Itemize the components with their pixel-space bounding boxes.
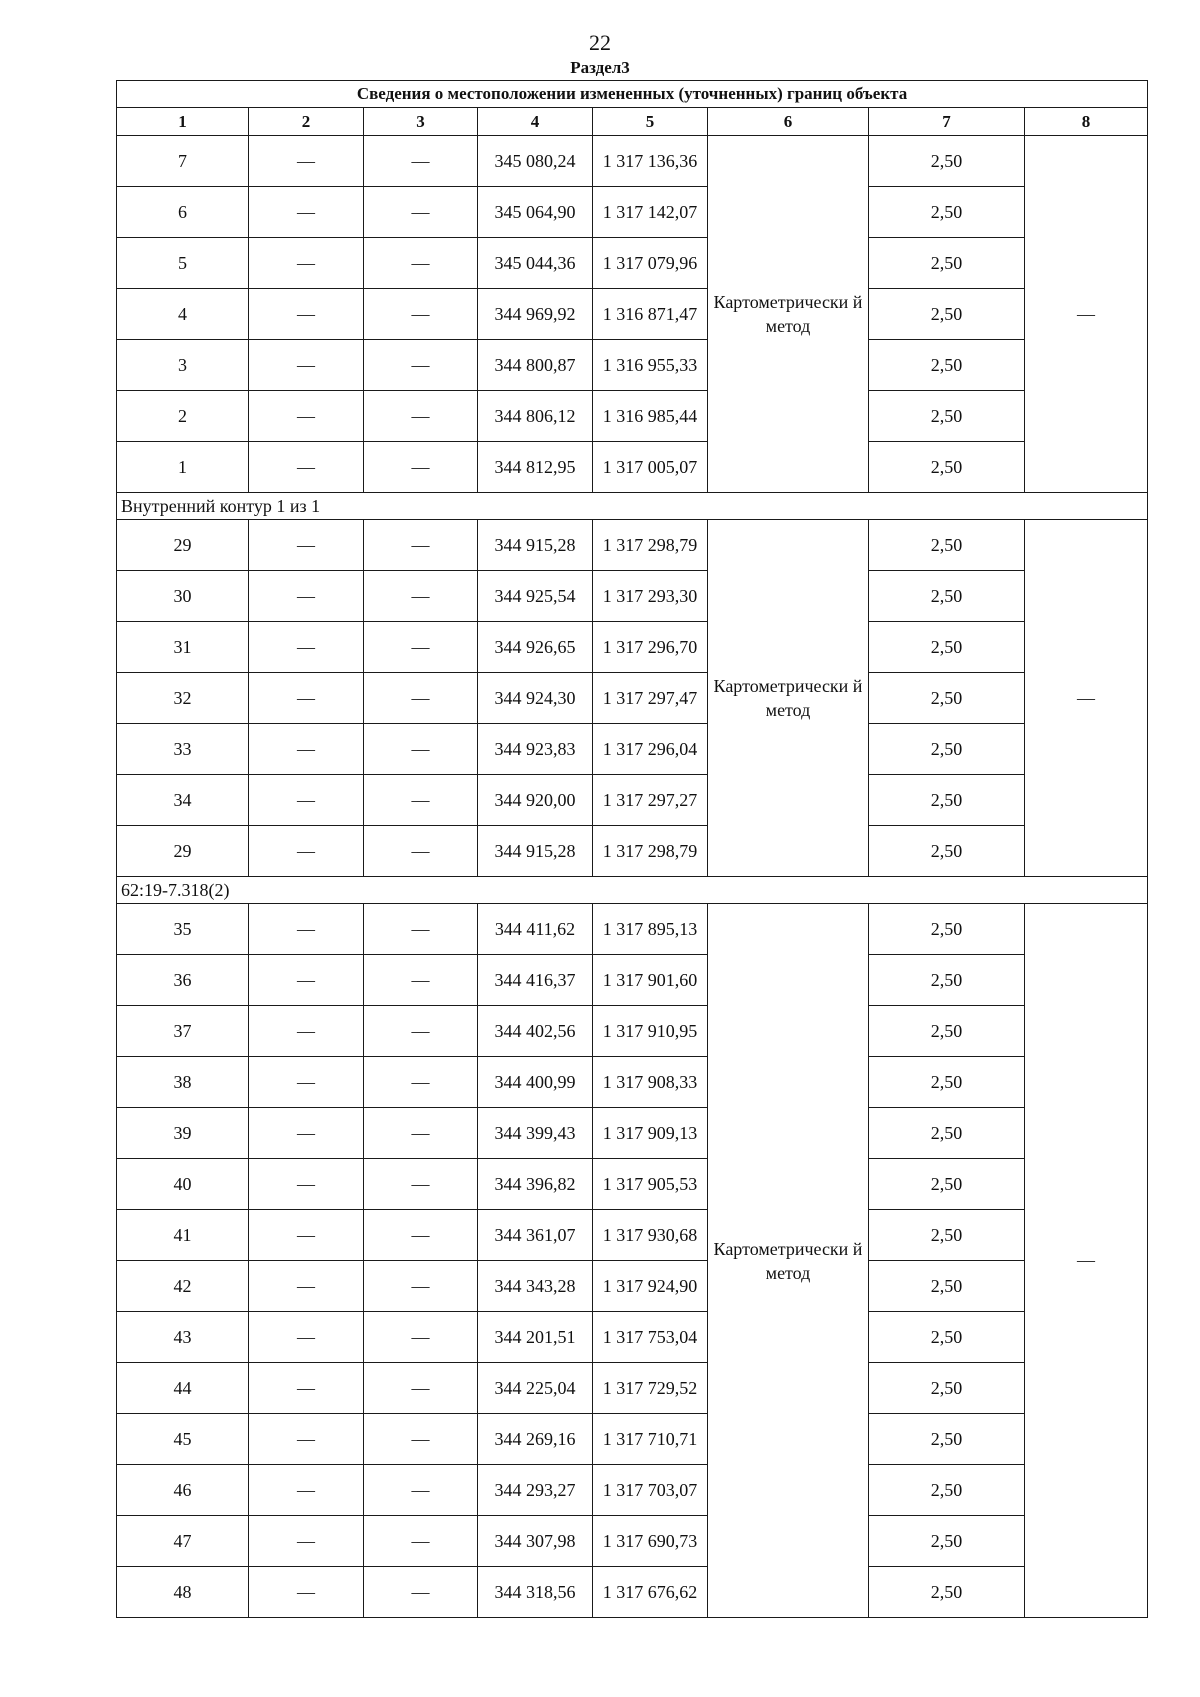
col2-value: — (249, 238, 364, 289)
x-coordinate: 344 399,43 (478, 1108, 593, 1159)
y-coordinate: 1 317 676,62 (593, 1567, 708, 1618)
table-row (117, 1567, 1148, 1618)
point-number: 40 (117, 1159, 249, 1210)
accuracy-value: 2,50 (869, 775, 1025, 826)
y-coordinate: 1 317 293,30 (593, 571, 708, 622)
point-number: 36 (117, 955, 249, 1006)
page-number: 22 (589, 30, 611, 55)
header-row (117, 108, 1148, 136)
x-coordinate: 344 269,16 (478, 1414, 593, 1465)
table-row (117, 1006, 1148, 1057)
col3-value: — (364, 1465, 478, 1516)
x-coordinate: 344 307,98 (478, 1516, 593, 1567)
column-header: 5 (593, 108, 708, 136)
y-coordinate: 1 316 985,44 (593, 391, 708, 442)
point-number: 35 (117, 904, 249, 955)
col2-value: — (249, 1516, 364, 1567)
col3-value: — (364, 136, 478, 187)
col2-value: — (249, 391, 364, 442)
point-number: 34 (117, 775, 249, 826)
x-coordinate: 344 318,56 (478, 1567, 593, 1618)
x-coordinate: 344 402,56 (478, 1006, 593, 1057)
col2-value: — (249, 1465, 364, 1516)
table-row (117, 1057, 1148, 1108)
y-coordinate: 1 317 297,27 (593, 775, 708, 826)
column-header: 3 (364, 108, 478, 136)
table-row (117, 724, 1148, 775)
x-coordinate: 345 044,36 (478, 238, 593, 289)
col3-value: — (364, 775, 478, 826)
col3-value: — (364, 340, 478, 391)
col2-value: — (249, 673, 364, 724)
col3-value: — (364, 1057, 478, 1108)
col2-value: — (249, 520, 364, 571)
table-row (117, 1363, 1148, 1414)
col8-value: — (1025, 904, 1148, 1618)
table-row (117, 955, 1148, 1006)
table-row (117, 775, 1148, 826)
point-number: 4 (117, 289, 249, 340)
point-number: 30 (117, 571, 249, 622)
point-number: 38 (117, 1057, 249, 1108)
accuracy-value: 2,50 (869, 136, 1025, 187)
col2-value: — (249, 1363, 364, 1414)
col3-value: — (364, 289, 478, 340)
y-coordinate: 1 317 901,60 (593, 955, 708, 1006)
table-row (117, 289, 1148, 340)
x-coordinate: 344 361,07 (478, 1210, 593, 1261)
accuracy-value: 2,50 (869, 571, 1025, 622)
accuracy-value: 2,50 (869, 442, 1025, 493)
col2-value: — (249, 955, 364, 1006)
x-coordinate: 344 416,37 (478, 955, 593, 1006)
x-coordinate: 344 969,92 (478, 289, 593, 340)
y-coordinate: 1 317 905,53 (593, 1159, 708, 1210)
x-coordinate: 344 225,04 (478, 1363, 593, 1414)
col2-value: — (249, 826, 364, 877)
accuracy-value: 2,50 (869, 1159, 1025, 1210)
col2-value: — (249, 1006, 364, 1057)
col3-value: — (364, 520, 478, 571)
x-coordinate: 344 343,28 (478, 1261, 593, 1312)
accuracy-value: 2,50 (869, 187, 1025, 238)
x-coordinate: 344 800,87 (478, 340, 593, 391)
y-coordinate: 1 317 297,47 (593, 673, 708, 724)
point-number: 37 (117, 1006, 249, 1057)
col3-value: — (364, 187, 478, 238)
point-number: 43 (117, 1312, 249, 1363)
x-coordinate: 344 411,62 (478, 904, 593, 955)
point-number: 3 (117, 340, 249, 391)
column-header: 8 (1025, 108, 1148, 136)
col2-value: — (249, 187, 364, 238)
table-row (117, 1312, 1148, 1363)
point-number: 31 (117, 622, 249, 673)
contour-label: Внутренний контур 1 из 1 (117, 493, 1148, 520)
point-number: 29 (117, 520, 249, 571)
table-row (117, 673, 1148, 724)
col2-value: — (249, 340, 364, 391)
accuracy-value: 2,50 (869, 1567, 1025, 1618)
contour-label-row (117, 493, 1148, 520)
col3-value: — (364, 673, 478, 724)
point-number: 2 (117, 391, 249, 442)
x-coordinate: 344 293,27 (478, 1465, 593, 1516)
y-coordinate: 1 317 908,33 (593, 1057, 708, 1108)
point-number: 45 (117, 1414, 249, 1465)
x-coordinate: 344 201,51 (478, 1312, 593, 1363)
accuracy-value: 2,50 (869, 1312, 1025, 1363)
y-coordinate: 1 317 895,13 (593, 904, 708, 955)
y-coordinate: 1 317 296,04 (593, 724, 708, 775)
point-number: 1 (117, 442, 249, 493)
table-row (117, 1159, 1148, 1210)
column-header: 2 (249, 108, 364, 136)
col3-value: — (364, 1516, 478, 1567)
y-coordinate: 1 317 298,79 (593, 826, 708, 877)
table-row (117, 904, 1148, 955)
col2-value: — (249, 1312, 364, 1363)
table-row (117, 1465, 1148, 1516)
col2-value: — (249, 775, 364, 826)
contour-label: 62:19-7.318(2) (117, 877, 1148, 904)
col3-value: — (364, 1006, 478, 1057)
y-coordinate: 1 317 710,71 (593, 1414, 708, 1465)
y-coordinate: 1 317 690,73 (593, 1516, 708, 1567)
table-row (117, 340, 1148, 391)
table-row (117, 1210, 1148, 1261)
accuracy-value: 2,50 (869, 955, 1025, 1006)
column-header: 4 (478, 108, 593, 136)
accuracy-value: 2,50 (869, 1465, 1025, 1516)
col2-value: — (249, 1567, 364, 1618)
x-coordinate: 344 923,83 (478, 724, 593, 775)
point-number: 48 (117, 1567, 249, 1618)
accuracy-value: 2,50 (869, 391, 1025, 442)
y-coordinate: 1 317 729,52 (593, 1363, 708, 1414)
col3-value: — (364, 238, 478, 289)
accuracy-value: 2,50 (869, 1261, 1025, 1312)
accuracy-value: 2,50 (869, 1057, 1025, 1108)
point-number: 42 (117, 1261, 249, 1312)
col3-value: — (364, 442, 478, 493)
col3-value: — (364, 1414, 478, 1465)
table-row (117, 826, 1148, 877)
section-title: Раздел3 (570, 58, 630, 77)
point-number: 29 (117, 826, 249, 877)
x-coordinate: 344 926,65 (478, 622, 593, 673)
col2-value: — (249, 622, 364, 673)
method-cell: Картометрически й метод (708, 136, 869, 493)
y-coordinate: 1 317 910,95 (593, 1006, 708, 1057)
y-coordinate: 1 317 136,36 (593, 136, 708, 187)
accuracy-value: 2,50 (869, 1108, 1025, 1159)
accuracy-value: 2,50 (869, 724, 1025, 775)
method-cell: Картометрически й метод (708, 520, 869, 877)
col2-value: — (249, 724, 364, 775)
table-row (117, 520, 1148, 571)
point-number: 5 (117, 238, 249, 289)
table-caption: Сведения о местоположении измененных (уточненных) границ объекта (117, 81, 1148, 108)
y-coordinate: 1 317 079,96 (593, 238, 708, 289)
x-coordinate: 344 924,30 (478, 673, 593, 724)
accuracy-value: 2,50 (869, 1006, 1025, 1057)
accuracy-value: 2,50 (869, 1516, 1025, 1567)
col8-value: — (1025, 136, 1148, 493)
table-row (117, 187, 1148, 238)
col2-value: — (249, 442, 364, 493)
y-coordinate: 1 316 871,47 (593, 289, 708, 340)
col3-value: — (364, 571, 478, 622)
col2-value: — (249, 904, 364, 955)
accuracy-value: 2,50 (869, 1414, 1025, 1465)
y-coordinate: 1 317 703,07 (593, 1465, 708, 1516)
accuracy-value: 2,50 (869, 289, 1025, 340)
x-coordinate: 344 915,28 (478, 826, 593, 877)
coordinates-table (116, 80, 1148, 1618)
y-coordinate: 1 317 909,13 (593, 1108, 708, 1159)
point-number: 7 (117, 136, 249, 187)
point-number: 41 (117, 1210, 249, 1261)
col2-value: — (249, 136, 364, 187)
x-coordinate: 344 915,28 (478, 520, 593, 571)
x-coordinate: 345 064,90 (478, 187, 593, 238)
y-coordinate: 1 317 924,90 (593, 1261, 708, 1312)
y-coordinate: 1 317 005,07 (593, 442, 708, 493)
table-row (117, 391, 1148, 442)
col3-value: — (364, 1567, 478, 1618)
col3-value: — (364, 724, 478, 775)
col3-value: — (364, 391, 478, 442)
column-header: 1 (117, 108, 249, 136)
table-row (117, 136, 1148, 187)
col3-value: — (364, 1363, 478, 1414)
point-number: 47 (117, 1516, 249, 1567)
point-number: 33 (117, 724, 249, 775)
table-row (117, 1414, 1148, 1465)
x-coordinate: 344 396,82 (478, 1159, 593, 1210)
point-number: 32 (117, 673, 249, 724)
y-coordinate: 1 317 298,79 (593, 520, 708, 571)
col3-value: — (364, 622, 478, 673)
accuracy-value: 2,50 (869, 826, 1025, 877)
table-row (117, 1261, 1148, 1312)
accuracy-value: 2,50 (869, 673, 1025, 724)
col2-value: — (249, 1108, 364, 1159)
accuracy-value: 2,50 (869, 1210, 1025, 1261)
y-coordinate: 1 317 296,70 (593, 622, 708, 673)
contour-label-row (117, 877, 1148, 904)
col2-value: — (249, 1057, 364, 1108)
point-number: 46 (117, 1465, 249, 1516)
table-row (117, 442, 1148, 493)
col2-value: — (249, 1414, 364, 1465)
y-coordinate: 1 317 142,07 (593, 187, 708, 238)
accuracy-value: 2,50 (869, 904, 1025, 955)
column-header: 6 (708, 108, 869, 136)
table-row (117, 238, 1148, 289)
x-coordinate: 344 812,95 (478, 442, 593, 493)
col8-value: — (1025, 520, 1148, 877)
accuracy-value: 2,50 (869, 238, 1025, 289)
y-coordinate: 1 317 753,04 (593, 1312, 708, 1363)
point-number: 6 (117, 187, 249, 238)
x-coordinate: 344 806,12 (478, 391, 593, 442)
x-coordinate: 344 400,99 (478, 1057, 593, 1108)
table-row (117, 1108, 1148, 1159)
column-header: 7 (869, 108, 1025, 136)
col2-value: — (249, 1210, 364, 1261)
point-number: 44 (117, 1363, 249, 1414)
x-coordinate: 344 920,00 (478, 775, 593, 826)
y-coordinate: 1 316 955,33 (593, 340, 708, 391)
method-cell: Картометрически й метод (708, 904, 869, 1618)
col3-value: — (364, 1261, 478, 1312)
accuracy-value: 2,50 (869, 1363, 1025, 1414)
table-row (117, 622, 1148, 673)
col3-value: — (364, 1210, 478, 1261)
col2-value: — (249, 1261, 364, 1312)
col2-value: — (249, 289, 364, 340)
col3-value: — (364, 826, 478, 877)
col2-value: — (249, 571, 364, 622)
col3-value: — (364, 1159, 478, 1210)
table-row (117, 1516, 1148, 1567)
col3-value: — (364, 1108, 478, 1159)
accuracy-value: 2,50 (869, 340, 1025, 391)
col2-value: — (249, 1159, 364, 1210)
x-coordinate: 344 925,54 (478, 571, 593, 622)
col3-value: — (364, 1312, 478, 1363)
accuracy-value: 2,50 (869, 622, 1025, 673)
x-coordinate: 345 080,24 (478, 136, 593, 187)
col3-value: — (364, 955, 478, 1006)
table-row (117, 571, 1148, 622)
y-coordinate: 1 317 930,68 (593, 1210, 708, 1261)
col3-value: — (364, 904, 478, 955)
point-number: 39 (117, 1108, 249, 1159)
accuracy-value: 2,50 (869, 520, 1025, 571)
